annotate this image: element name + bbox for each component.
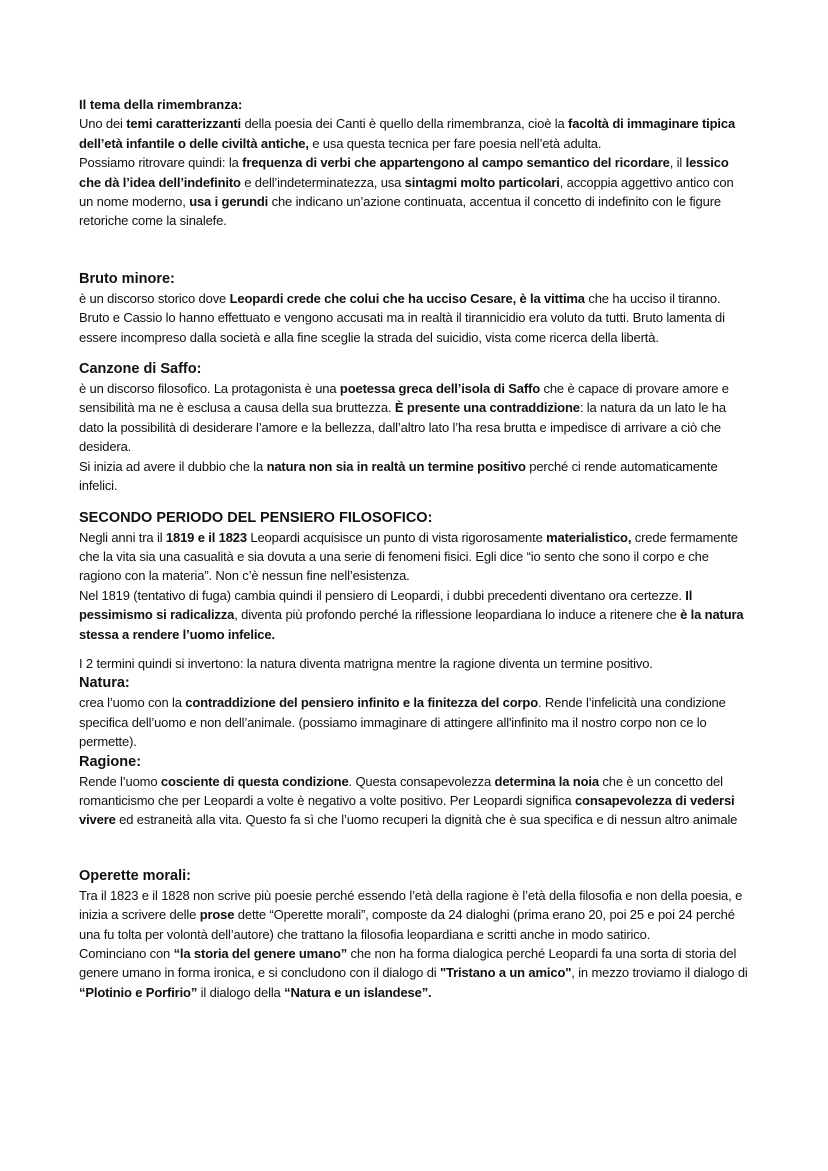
paragraph <box>79 944 751 1002</box>
bold-text: 1819 e il 1823 <box>165 529 247 545</box>
document-page <box>79 95 751 1002</box>
bold-text: usa i gerundi <box>189 194 269 210</box>
section-heading <box>79 269 751 289</box>
text: Leopardi acquisisce un punto di vista rigorosamente <box>246 529 547 545</box>
text: , accoppia aggettivo antico con un nome moderno, <box>79 174 734 210</box>
section-heading <box>79 359 751 379</box>
bold-text: frequenza di verbi che appartengono al campo semantico del ricordare <box>242 155 670 171</box>
paragraph <box>79 457 751 496</box>
bold-text: Il pessimismo si radicalizza <box>79 587 693 623</box>
bold-text: È presente una contraddizione <box>394 400 580 416</box>
bold-text: contraddizione del pensiero infinito e la finitezza del corpo <box>185 695 538 711</box>
text: è un discorso storico dove <box>79 290 230 306</box>
text: crea l’uomo con la <box>79 695 186 711</box>
text: della poesia dei Canti è quello della rimembranza, cioè la <box>241 116 569 132</box>
text: che indicano un’azione continuata, accentua il concetto di indefinito con le figure retoriche come la sinalefe. <box>79 194 721 229</box>
text: . Questa consapevolezza <box>348 773 495 789</box>
bold-text: Leopardi crede che colui che ha ucciso Cesare, è la vittima <box>229 290 585 306</box>
text: ed estraneità alla vita. Questo fa sì che l’uomo recuperi la dignità che è sua specifica e di nessun altro animale <box>115 812 738 828</box>
bold-text: Canzone di Saffo: <box>79 361 202 378</box>
bold-text: temi caratterizzanti <box>126 116 241 132</box>
bold-text: materialistico, <box>546 529 632 545</box>
text: e usa questa tecnica per fare poesia nell’età adulta. <box>308 135 602 151</box>
bold-text: Natura: <box>79 675 130 692</box>
paragraph <box>79 379 751 457</box>
text: Uno dei <box>79 116 127 132</box>
text: : la natura da un lato le ha dato la possibilità di desiderare l’amore e la bellezza, dall’altro lato l’ha resa brutta e impedisce di arrivare a ciò che desidera. <box>79 400 726 455</box>
text: perché ci rende automaticamente infelici. <box>79 458 718 494</box>
bold-text: lessico che dà l’idea dell’indefinito <box>79 155 729 190</box>
text: crede fermamente che la vita sia una casualità e sia dovuta a una serie di fenomeni fisici. Egli dice “io sento che sono il corpo e che ragiono con la materia”. Non c’è nessun fine nell’esistenza. <box>79 529 738 584</box>
paragraph <box>79 654 751 673</box>
bold-text: consapevolezza di vedersi vivere <box>79 792 735 828</box>
text: I 2 termini quindi si invertono: la natura diventa matrigna mentre la ragione diventa un termine positivo. <box>79 655 653 671</box>
bold-text: determina la noia <box>494 773 599 789</box>
bold-text: prose <box>199 907 235 923</box>
text: Cominciano con <box>79 946 174 961</box>
text: Possiamo ritrovare quindi: la <box>79 155 243 171</box>
paragraph <box>79 289 751 347</box>
paragraph <box>79 528 751 586</box>
text: che è capace di provare amore e sensibilità ma ne è esclusa a causa della sua bruttezza. <box>79 381 729 416</box>
paragraph <box>79 886 751 944</box>
bold-text: Ragione: <box>79 753 142 770</box>
text: e dell’indeterminatezza, usa <box>240 174 405 190</box>
text: Negli anni tra il <box>79 529 166 545</box>
paragraph <box>79 153 751 231</box>
text: è un discorso filosofico. La protagonista è una <box>79 381 340 397</box>
section-heading <box>79 866 751 886</box>
bold-text: Il tema della rimembranza: <box>79 97 243 112</box>
text: che ha ucciso il tiranno. Bruto e Cassio lo hanno effettuato e vengono accusati ma in realtà il tirannicidio era voluto da tutti. Bruto lamenta di essere incompreso dalla società e alla fine sceglie la strada del suicidio, vista come ricerca della libertà. <box>79 290 725 345</box>
text: Rende l’uomo <box>79 773 161 789</box>
bold-text: Operette morali: <box>79 867 191 884</box>
paragraph <box>79 586 751 644</box>
section-heading <box>79 95 751 114</box>
bold-text: natura non sia in realtà un termine positivo <box>266 458 526 474</box>
paragraph <box>79 114 751 153</box>
section-heading <box>79 673 751 693</box>
text: il dialogo della <box>197 984 285 1000</box>
text: Si inizia ad avere il dubbio che la <box>79 458 267 474</box>
bold-text: cosciente di questa condizione <box>160 773 349 789</box>
text: , il <box>669 155 686 171</box>
bold-text: “Natura e un islandese”. <box>284 984 432 1000</box>
bold-text: sintagmi molto particolari <box>404 174 560 190</box>
bold-text: facoltà di immaginare tipica dell’età infantile o delle civiltà antiche, <box>79 116 736 151</box>
text: che è un concetto del romanticismo che per Leopardi a volte è negativo a volte positivo. Per Leopardi significa <box>79 773 723 808</box>
section-heading <box>79 508 751 528</box>
paragraph <box>79 772 751 830</box>
bold-text: poetessa greca dell’isola di Saffo <box>339 381 541 397</box>
bold-text: SECONDO PERIODO DEL PENSIERO FILOSOFICO: <box>79 509 433 526</box>
text: . Rende l’infelicità una condizione specifica dell’uomo e non dell’animale. (possiamo immaginare di attingere all'infinito ma il nostro corpo non ce lo permette). <box>79 695 726 750</box>
bold-text: “Plotinio e Porfirio” <box>79 984 198 1000</box>
paragraph <box>79 693 751 751</box>
bold-text: è la natura stessa a rendere l’uomo infelice. <box>79 607 744 642</box>
section-heading <box>79 752 751 772</box>
text: Tra il 1823 e il 1828 non scrive più poesie perché essendo l’età della ragione è l’età della filosofia e non della poesia, e inizia a scrivere delle <box>79 887 743 923</box>
text: che non ha forma dialogica perché Leopardi fa una sorta di storia del genere umano in forma ironica, e si concludono con il dialogo di <box>79 946 737 981</box>
bold-text: Bruto minore: <box>79 270 175 287</box>
bold-text: “la storia del genere umano” <box>173 946 348 961</box>
bold-text: "Tristano a un amico" <box>439 965 572 981</box>
text: , in mezzo troviamo il dialogo di <box>571 965 748 981</box>
text: , diventa più profondo perché la riflessione leopardiana lo induce a ritenere che <box>234 607 681 623</box>
text: Nel 1819 (tentativo di fuga) cambia quindi il pensiero di Leopardi, i dubbi precedenti diventano ora certezze. <box>79 587 686 603</box>
text: dette “Operette morali”, composte da 24 dialoghi (prima erano 20, poi 25 e poi 24 perché una fu tolta per volontà dell’autore) che trattano la filosofia leopardiana e scritti anche in modo satirico. <box>79 907 735 942</box>
